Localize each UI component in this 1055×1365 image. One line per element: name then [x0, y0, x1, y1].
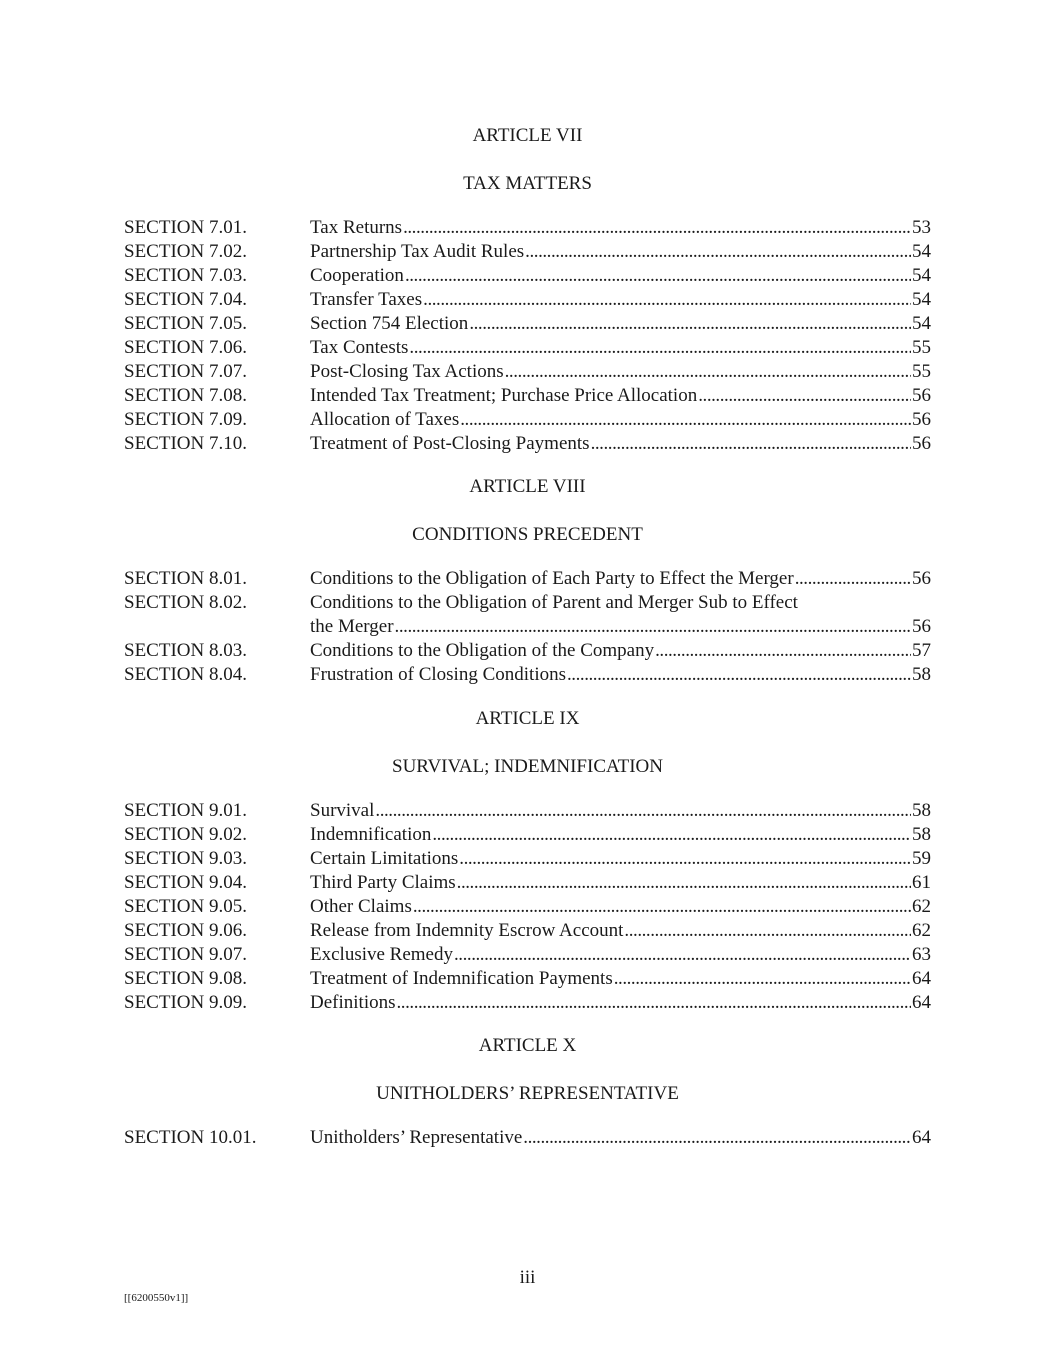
toc-entry-7-08[interactable] — [0, 384, 1055, 408]
page-ref: 61 — [912, 872, 931, 893]
section-title: Survival — [310, 800, 375, 821]
dot-leader — [567, 663, 911, 687]
section-number: SECTION 7.04. — [124, 289, 247, 310]
section-title: Unitholders’ Representative — [310, 1127, 523, 1148]
section-title: Release from Indemnity Escrow Account — [310, 920, 624, 941]
section-number: SECTION 7.01. — [124, 217, 247, 238]
page-ref: 62 — [912, 896, 931, 917]
section-title: Cooperation — [310, 265, 404, 286]
section-number: SECTION 9.05. — [124, 896, 247, 917]
toc-entry-7-07[interactable] — [0, 360, 1055, 384]
toc-entry-7-05[interactable] — [0, 312, 1055, 336]
page-ref: 54 — [912, 313, 931, 334]
section-number: SECTION 7.10. — [124, 433, 247, 454]
section-title: Post-Closing Tax Actions — [310, 361, 504, 382]
section-number: SECTION 9.04. — [124, 872, 247, 893]
page-ref: 55 — [912, 337, 931, 358]
page-ref: 56 — [912, 568, 931, 589]
page-ref: 58 — [912, 824, 931, 845]
document-id: [[6200550v1]] — [124, 1292, 189, 1304]
section-number: SECTION 9.03. — [124, 848, 247, 869]
section-number: SECTION 7.02. — [124, 241, 247, 262]
toc-entry-8-01[interactable] — [0, 567, 1055, 591]
dot-leader — [397, 991, 912, 1015]
toc-entry-8-02[interactable] — [0, 591, 1055, 639]
toc-entry-9-06[interactable] — [0, 919, 1055, 943]
section-title: Intended Tax Treatment; Purchase Price Allocation — [310, 385, 698, 406]
page-ref: 54 — [912, 241, 931, 262]
page-number: iii — [519, 1267, 536, 1288]
dot-leader — [432, 823, 911, 847]
section-title: Partnership Tax Audit Rules — [310, 241, 525, 262]
section-title-line-2: the Merger — [310, 616, 394, 637]
dot-leader — [395, 615, 911, 639]
dot-leader — [698, 384, 911, 408]
dot-leader — [413, 895, 911, 919]
dot-leader — [505, 360, 911, 384]
page-ref: 56 — [912, 616, 931, 637]
section-title: Conditions to the Obligation of the Company — [310, 640, 655, 661]
section-number: SECTION 9.07. — [124, 944, 247, 965]
section-title: Treatment of Post-Closing Payments — [310, 433, 590, 454]
section-number: SECTION 7.09. — [124, 409, 247, 430]
dot-leader — [795, 567, 911, 591]
page-ref: 62 — [912, 920, 931, 941]
article-viii-label: ARTICLE VIII — [469, 476, 586, 497]
toc-entry-10-01[interactable] — [0, 1126, 1055, 1150]
toc-entry-7-09[interactable] — [0, 408, 1055, 432]
dot-leader — [525, 240, 911, 264]
page-ref: 53 — [912, 217, 931, 238]
toc-entry-9-01[interactable] — [0, 799, 1055, 823]
page-ref: 55 — [912, 361, 931, 382]
dot-leader — [614, 967, 911, 991]
article-vii-title: TAX MATTERS — [463, 173, 592, 194]
article-x-title: UNITHOLDERS’ REPRESENTATIVE — [376, 1083, 679, 1104]
dot-leader — [423, 288, 911, 312]
toc-entry-9-04[interactable] — [0, 871, 1055, 895]
section-title: Tax Contests — [310, 337, 409, 358]
section-number: SECTION 9.08. — [124, 968, 247, 989]
page-ref: 54 — [912, 289, 931, 310]
toc-entry-7-10[interactable] — [0, 432, 1055, 456]
section-number: SECTION 7.08. — [124, 385, 247, 406]
toc-entry-7-06[interactable] — [0, 336, 1055, 360]
dot-leader — [624, 919, 911, 943]
page-ref: 56 — [912, 409, 931, 430]
page-ref: 56 — [912, 385, 931, 406]
page-ref: 59 — [912, 848, 931, 869]
toc-entry-7-01[interactable] — [0, 216, 1055, 240]
toc-entry-9-05[interactable] — [0, 895, 1055, 919]
dot-leader — [523, 1126, 911, 1150]
page-ref: 56 — [912, 433, 931, 454]
page-ref: 63 — [912, 944, 931, 965]
page-ref: 54 — [912, 265, 931, 286]
page-ref: 58 — [912, 800, 931, 821]
dot-leader — [454, 943, 911, 967]
dot-leader — [457, 871, 911, 895]
section-title: Conditions to the Obligation of Each Party to Effect the Merger — [310, 568, 794, 589]
section-title: Exclusive Remedy — [310, 944, 453, 965]
toc-entry-7-02[interactable] — [0, 240, 1055, 264]
page-ref: 64 — [912, 968, 931, 989]
toc-entry-7-03[interactable] — [0, 264, 1055, 288]
section-title: Other Claims — [310, 896, 412, 917]
section-number: SECTION 10.01. — [124, 1127, 257, 1148]
section-number: SECTION 8.04. — [124, 664, 247, 685]
toc-entry-9-02[interactable] — [0, 823, 1055, 847]
section-number: SECTION 7.07. — [124, 361, 247, 382]
dot-leader — [655, 639, 911, 663]
page-ref: 57 — [912, 640, 931, 661]
dot-leader — [409, 336, 911, 360]
dot-leader — [460, 408, 911, 432]
section-number: SECTION 7.03. — [124, 265, 247, 286]
toc-entry-9-09[interactable] — [0, 991, 1055, 1015]
section-title: Transfer Taxes — [310, 289, 423, 310]
section-number: SECTION 9.09. — [124, 992, 247, 1013]
article-ix-title: SURVIVAL; INDEMNIFICATION — [392, 756, 663, 777]
dot-leader — [405, 264, 911, 288]
section-title: Definitions — [310, 992, 396, 1013]
section-title: Frustration of Closing Conditions — [310, 664, 566, 685]
page-ref: 58 — [912, 664, 931, 685]
dot-leader — [403, 216, 911, 240]
toc-entry-8-04[interactable] — [0, 663, 1055, 687]
section-title: Section 754 Election — [310, 313, 469, 334]
section-number: SECTION 9.02. — [124, 824, 247, 845]
page-ref: 64 — [912, 1127, 931, 1148]
article-viii-title: CONDITIONS PRECEDENT — [412, 524, 643, 545]
section-number: SECTION 9.01. — [124, 800, 247, 821]
section-title-line-1: Conditions to the Obligation of Parent and Merger Sub to Effect — [310, 592, 798, 613]
dot-leader — [375, 799, 911, 823]
section-number: SECTION 8.03. — [124, 640, 247, 661]
section-number: SECTION 8.01. — [124, 568, 247, 589]
article-x-label: ARTICLE X — [478, 1035, 577, 1056]
section-title: Tax Returns — [310, 217, 403, 238]
page-ref: 64 — [912, 992, 931, 1013]
section-title: Indemnification — [310, 824, 432, 845]
dot-leader — [591, 432, 911, 456]
section-title: Third Party Claims — [310, 872, 456, 893]
section-title: Certain Limitations — [310, 848, 459, 869]
section-title: Allocation of Taxes — [310, 409, 460, 430]
dot-leader — [459, 847, 911, 871]
section-number: SECTION 7.05. — [124, 313, 247, 334]
dot-leader — [469, 312, 911, 336]
section-title: Treatment of Indemnification Payments — [310, 968, 613, 989]
section-number: SECTION 9.06. — [124, 920, 247, 941]
article-vii-label: ARTICLE VII — [472, 125, 583, 146]
toc-entry-9-03[interactable] — [0, 847, 1055, 871]
section-number: SECTION 8.02. — [124, 592, 247, 613]
toc-entry-8-03[interactable] — [0, 639, 1055, 663]
toc-entry-9-08[interactable] — [0, 967, 1055, 991]
toc-entry-9-07[interactable] — [0, 943, 1055, 967]
section-number: SECTION 7.06. — [124, 337, 247, 358]
article-ix-label: ARTICLE IX — [475, 708, 580, 729]
toc-entry-7-04[interactable] — [0, 288, 1055, 312]
